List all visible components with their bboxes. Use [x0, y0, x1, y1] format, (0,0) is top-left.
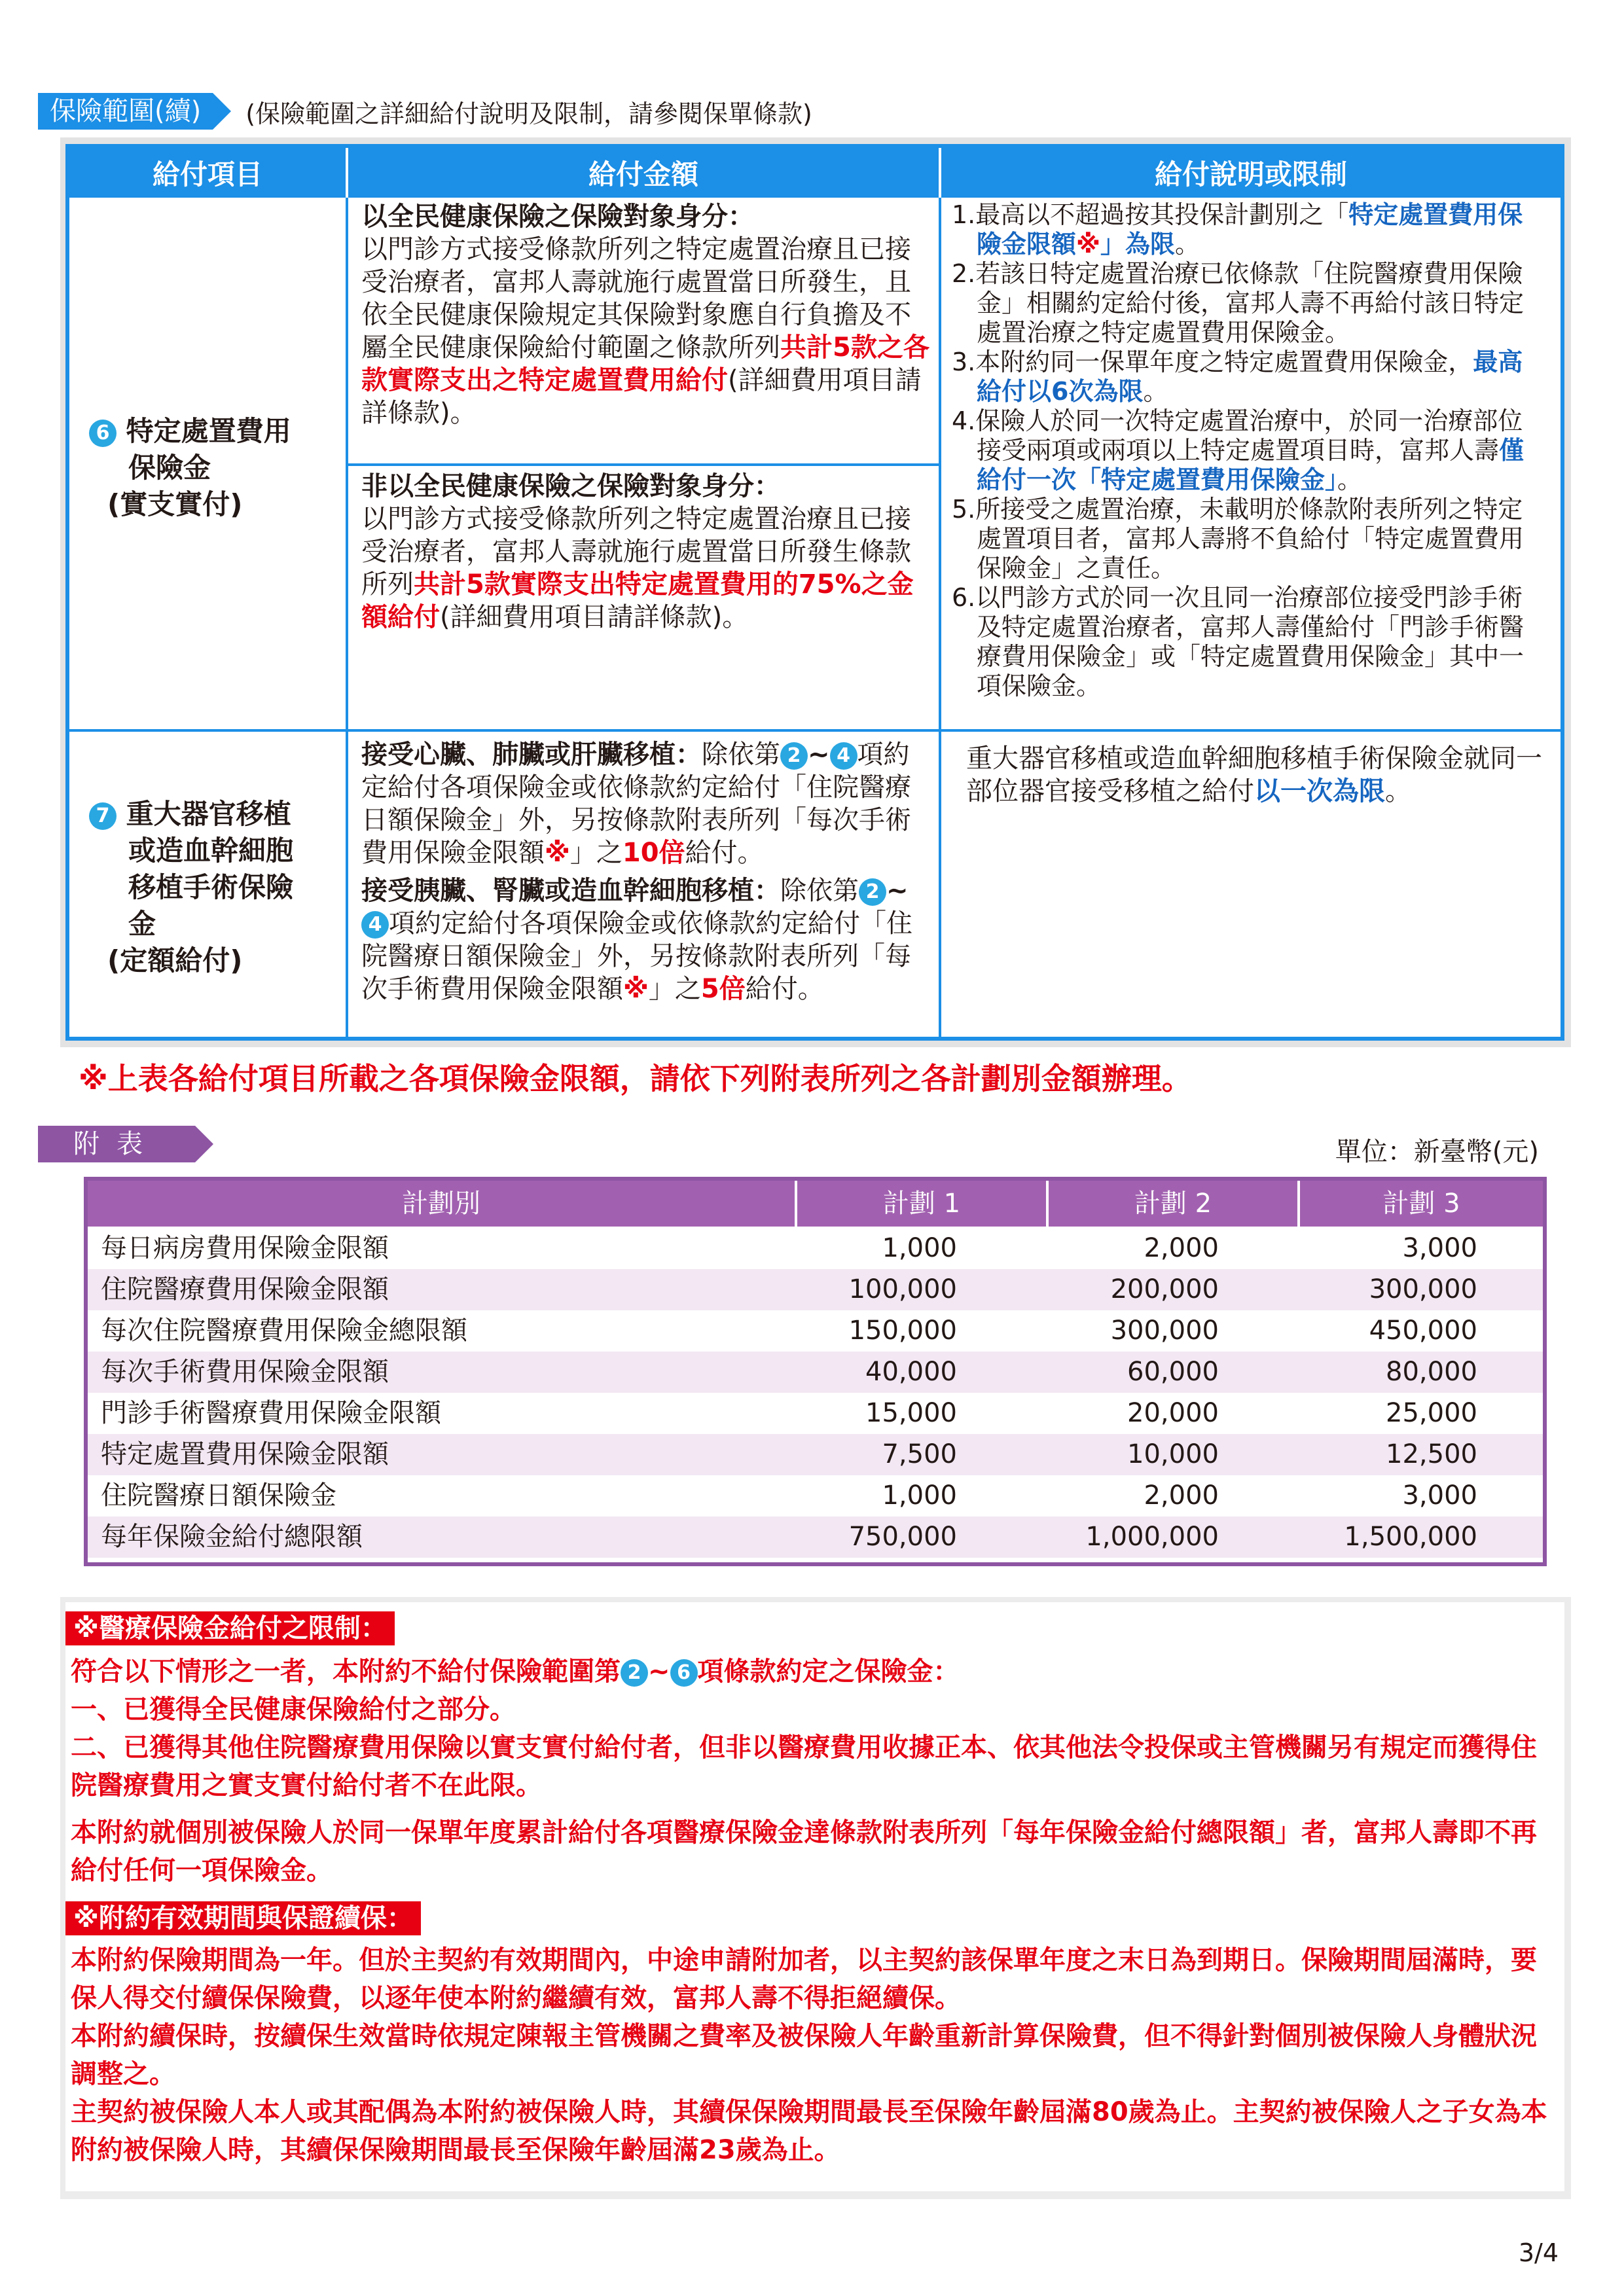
- row-value: 100,000: [848, 1274, 957, 1304]
- row-value: 1,000,000: [1085, 1522, 1219, 1552]
- row-label: 每次手術費用保險金限額: [101, 1357, 389, 1387]
- row-value: 20,000: [1127, 1398, 1219, 1428]
- appendix-header-plan1: 計劃 1: [882, 1189, 961, 1219]
- row-value: 80,000: [1386, 1357, 1477, 1387]
- renewal-text: 本附約保險期間為一年。但於主契約有效期間內，中途申請附加者，以主契約該保單年度之末日為到期日。保險期間屆滿時，要保人得交付續保保險費，以逐年使本附約繼續有效，富邦人壽不得拒絕續保。 本附約續保時，按續保生效當時依規定陳報主管機關之費率及被保險人年齡重新計算保險費，但不得針對個別被保險人身體狀況調整之。 主契約被保險人本人或其配偶為本附約被保險人時，其續保保險期間最長至保險年齡屆滿80歲為止。主契約被保險人之子女為本附約被保險人時，其續保保險期間最長至保險年齡屆滿23歲為止。: [71, 1945, 1547, 2165]
- table-row: [88, 1228, 1543, 1269]
- table-row: [88, 1475, 1543, 1516]
- appendix-header-plan3: 計劃 3: [1382, 1189, 1460, 1219]
- limit-notice: ※上表各給付項目所載之各項保險金限額，請依下列附表所列之各計劃別金額辦理。: [79, 1061, 1192, 1096]
- row-value: 300,000: [1369, 1274, 1477, 1304]
- table-row: [88, 1352, 1543, 1393]
- row-value: 1,000: [882, 1480, 957, 1511]
- item6-amount-non-nhi: 非以全民健康保險之保險對象身分： 以門診方式接受條款所列之特定處置治療且已接受治療者，富邦人壽就施行處置當日所發生條款所列共計5款實際支出特定處置費用的75%之金額給付(詳細費用項目請詳條款)。: [361, 471, 914, 632]
- row-label: 住院醫療費用保險金限額: [101, 1274, 389, 1304]
- header-amount: 給付金額: [348, 148, 939, 198]
- row-value: 200,000: [1110, 1274, 1219, 1304]
- row-value: 300,000: [1110, 1316, 1219, 1346]
- table-row: [88, 1434, 1543, 1475]
- table-row: [88, 1393, 1543, 1434]
- item6-number: 6: [89, 420, 117, 447]
- appendix-tag-label: 附表: [38, 1126, 195, 1162]
- appendix-unit: 單位：新臺幣(元): [1335, 1137, 1539, 1167]
- item7-name: 7 重大器官移植 或造血幹細胞 移植手術保險 金 (定額給付): [89, 796, 293, 979]
- row-value: 12,500: [1386, 1439, 1477, 1469]
- appendix-header-plan: 計劃別: [402, 1189, 480, 1219]
- row-label: 每日病房費用保險金限額: [101, 1233, 389, 1263]
- page-number: 3/4: [1518, 2238, 1559, 2267]
- row-label: 門診手術醫療費用保險金限額: [101, 1398, 441, 1428]
- item6-notes: 1.最高以不超過按其投保計劃別之「特定處置費用保險金限額※」為限。 2.若該日特定處置治療已依條款「住院醫療費用保險金」相關約定給付後，富邦人壽不再給付該日特定處置治療之特定處置費用保險金。 3.本附約同一保單年度之特定處置費用保險金，最高給付以6次為限。 4.保險人於同一次特定處置治療中，於同一治療部位接受兩項或兩項以上特定處置項目時，富邦人壽僅給付一次「特定處置費用保險金」。 5.所接受之處置治療，未載明於條款附表所列之特定處置項目者，富邦人壽將不負給付「特定處置費用保險金」之責任。 6.以門診方式於同一次且同一治療部位接受門診手術及特定處置治療者，富邦人壽僅給付「門診手術醫療費用保險金」或「特定處置費用保險金」其中一項保險金。: [952, 200, 1525, 700]
- appendix-header-plan2: 計劃 2: [1134, 1189, 1212, 1219]
- section-tag-label: 保險範圍(續): [38, 93, 213, 130]
- header-notes: 給付說明或限制: [941, 148, 1561, 198]
- row-value: 10,000: [1127, 1439, 1219, 1469]
- appendix-table: [84, 1177, 1547, 1566]
- row-value: 150,000: [848, 1316, 957, 1346]
- limits-text: 符合以下情形之一者，本附約不給付保險範圍第 2 ~ 6 項條款約定之保險金： 一、已獲得全民健康保險給付之部分。 二、已獲得其他住院醫療費用保險以實支實付給付者，但非以醫療費用收據正本、依其他法令投保或主管機關另有規定而獲得住院醫療費用之實支實付給付者不在此限。 本附約就個別被保險人於同一保單年度累計給付各項醫療保險金達條款附表所列「每年保險金給付總限額」者，富邦人壽即不再給付任何一項保險金。: [71, 1657, 1537, 1886]
- row-value: 1,000: [882, 1233, 957, 1263]
- appendix-header: [88, 1181, 1543, 1227]
- row-label: 特定處置費用保險金限額: [101, 1439, 389, 1469]
- row-value: 2,000: [1144, 1233, 1219, 1263]
- row-value: 60,000: [1127, 1357, 1219, 1387]
- item7-amount: 接受心臟、肺臟或肝臟移植：除依第 2 ~ 4 項約定給付各項保險金或依條款約定給付「住院醫療日額保險金」外，另按條款附表所列「每次手術費用保險金限額※」之10倍給付。 接受胰臟、腎臟或造血幹細胞移植：除依第 2 ~4 項約定給付各項保險金或依條款約定給付「住院醫療日額保險金」外，另按條款附表所列「每次手術費用保險金限額※」之5倍給付。: [361, 740, 912, 1004]
- row-value: 7,500: [882, 1439, 957, 1469]
- header-item: 給付項目: [69, 148, 346, 198]
- table-row: [88, 1310, 1543, 1352]
- row-value: 2,000: [1144, 1480, 1219, 1511]
- item7-number: 7: [89, 802, 117, 830]
- table-row: [88, 1269, 1543, 1310]
- row-value: 15,000: [865, 1398, 957, 1428]
- row-value: 750,000: [848, 1522, 957, 1552]
- appendix-tag: [38, 1126, 195, 1162]
- row-label: 每次住院醫療費用保險金總限額: [101, 1316, 467, 1346]
- row-value: 450,000: [1369, 1316, 1477, 1346]
- section-tag: [38, 92, 812, 131]
- row-value: 3,000: [1402, 1233, 1477, 1263]
- item6-name: 6 特定處置費用 保險金 (實支實付): [89, 413, 291, 523]
- limits-tag: ※醫療保險金給付之限制：: [65, 1611, 395, 1645]
- table-row: [88, 1516, 1543, 1558]
- item6-amount-nhi: 以全民健康保險之保險對象身分： 以門診方式接受條款所列之特定處置治療且已接受治療者，富邦人壽就施行處置當日所發生，且依全民健康保險規定其保險對象應自行負擔及不屬全民健康保險給付範圍之條款所列共計5款之各款實際支出之特定處置費用給付(詳細費用項目請詳條款)。: [361, 202, 929, 428]
- row-value: 3,000: [1402, 1480, 1477, 1511]
- row-label: 每年保險金給付總限額: [101, 1522, 363, 1552]
- coverage-table: [65, 144, 1564, 1041]
- row-label: 住院醫療日額保險金: [101, 1480, 336, 1511]
- row-value: 25,000: [1386, 1398, 1477, 1428]
- row-value: 40,000: [865, 1357, 957, 1387]
- renewal-tag: ※附約有效期間與保證續保：: [65, 1901, 421, 1935]
- item7-notes: 重大器官移植或造血幹細胞移植手術保險金就同一部位器官接受移植之給付以一次為限。: [966, 744, 1542, 806]
- row-value: 1,500,000: [1344, 1522, 1477, 1552]
- section-note: (保險範圍之詳細給付說明及限制，請參閱保單條款): [245, 99, 812, 128]
